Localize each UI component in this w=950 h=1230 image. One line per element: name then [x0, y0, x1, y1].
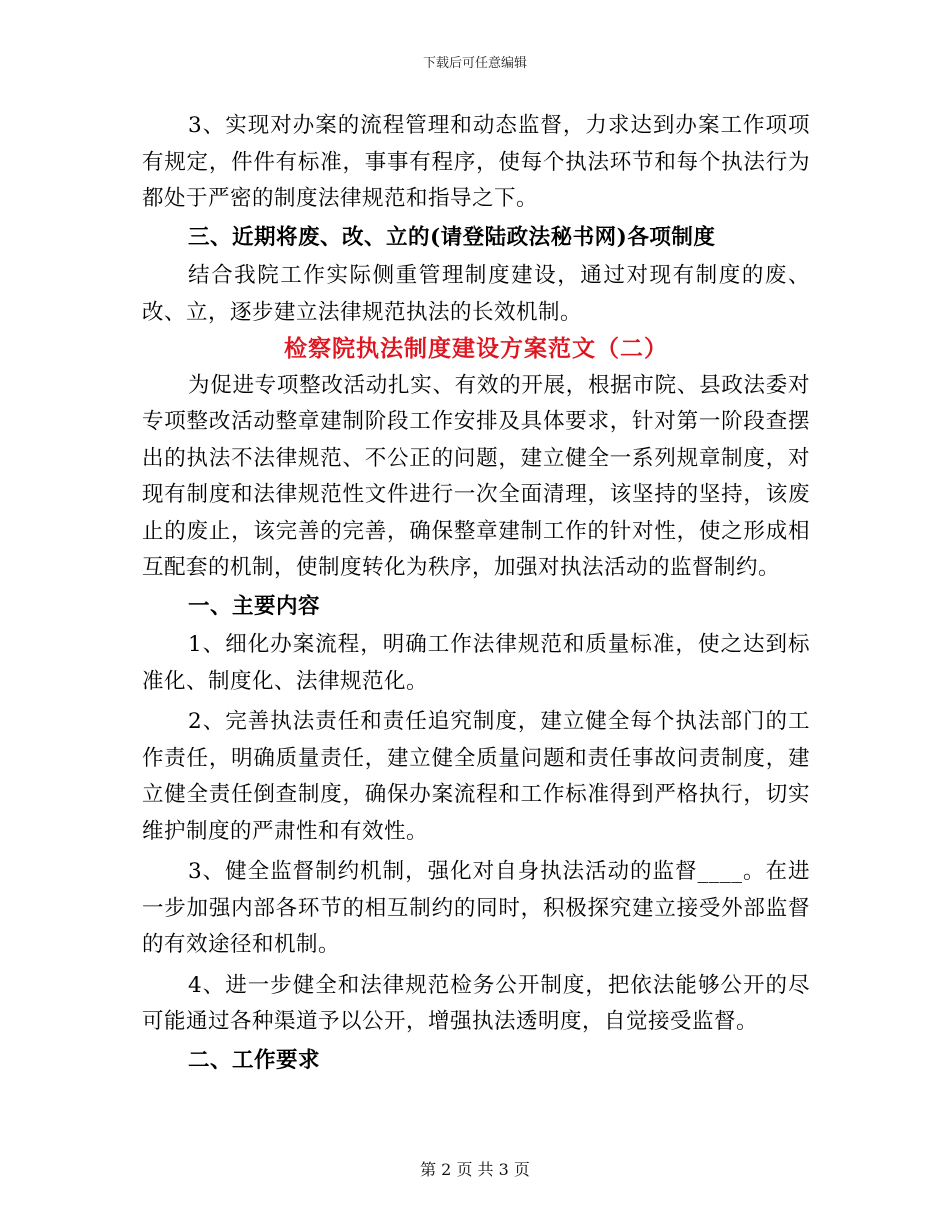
page-footer: 第 2 页 共 3 页: [420, 1160, 530, 1179]
section-heading-2: 二、工作要求: [188, 1047, 321, 1073]
document-title: 检察院执法制度建设方案范文（二）: [284, 335, 668, 362]
paragraph-intro: 为促进专项整改活动扎实、有效的开展，根据市院、县政法委对专项整改活动整章建制阶段工作安排及具体要求，针对第一阶段查摆出的执法不法律规范、不公正的问题，建立健全一系列规章制度，对现有制度和法律规范性文件进行一次全面清理，该坚持的坚持，该废止的废止，该完善的完善，确保整章建制工作的针对性，使之形成相互配套的机制，使制度转化为秩序，加强对执法活动的监督制约。: [142, 372, 810, 580]
document-body: [142, 108, 810, 1081]
paragraph-content-3: 3、健全监督制约机制，强化对自身执法活动的监督____。在进一步加强内部各环节的相互制约的同时，积极探究建立接受外部监督的有效途径和机制。: [142, 859, 810, 957]
paragraph-content-1: 1、细化办案流程，明确工作法律规范和质量标准，使之达到标准化、制度化、法律规范化。: [142, 632, 810, 694]
paragraph-content-2: 2、完善执法责任和责任追究制度，建立健全每个执法部门的工作责任，明确质量责任，建立健全质量问题和责任事故问责制度，建立健全责任倒查制度，确保办案流程和工作标准得到严格执行，切实维护制度的严肃性和有效性。: [142, 709, 810, 844]
page-header: 下载后可任意编辑: [422, 56, 527, 71]
paragraph-item-3: 3、实现对办案的流程管理和动态监督，力求达到办案工作项项有规定，件件有标准，事事有程序，使每个执法环节和每个执法行为都处于严密的制度法律规范和指导之下。: [142, 113, 810, 211]
section-heading-3: 三、近期将废、改、立的(请登陆政法秘书网)各项制度: [188, 224, 716, 250]
paragraph-content-4: 4、进一步健全和法律规范检务公开制度，把依法能够公开的尽可能通过各种渠道予以公开，增强执法透明度，自觉接受监督。: [142, 972, 810, 1034]
paragraph-intro-reform: 结合我院工作实际侧重管理制度建设，通过对现有制度的废、改、立，逐步建立法律规范执法的长效机制。: [142, 263, 810, 325]
section-heading-1: 一、主要内容: [188, 593, 321, 619]
